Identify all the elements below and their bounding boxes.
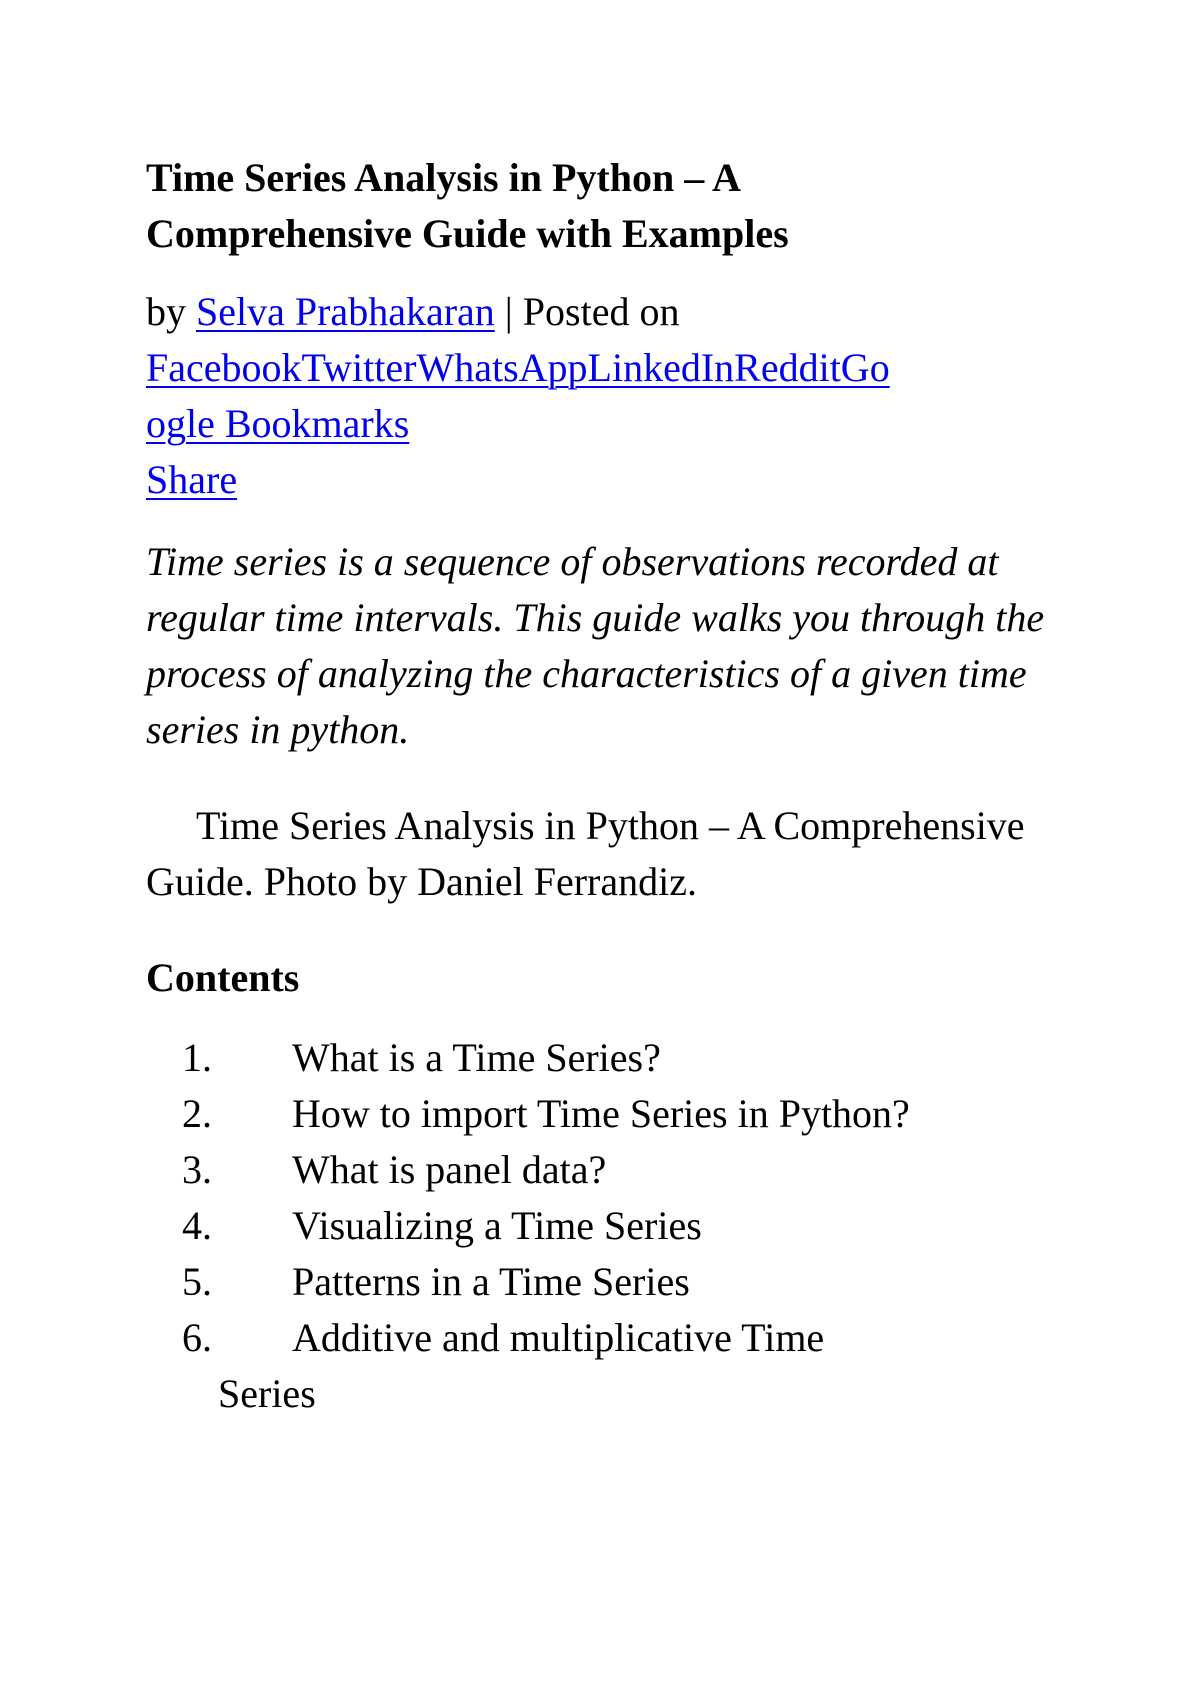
contents-heading: Contents — [146, 955, 300, 1000]
toc-item[interactable] — [146, 1310, 1092, 1422]
toc-item-number: 6. — [182, 1315, 212, 1360]
toc-item-text: What is panel data? — [292, 1147, 607, 1192]
share-link[interactable]: Share — [146, 457, 238, 502]
toc-item[interactable] — [146, 1198, 1092, 1254]
toc-item[interactable] — [146, 1030, 1092, 1086]
toc-item[interactable] — [146, 1142, 1092, 1198]
article-title-line-1: Time Series Analysis in Python – A — [146, 155, 741, 200]
byline-prefix: by — [146, 289, 196, 334]
toc-item-number: 2. — [182, 1091, 212, 1136]
share-links-line-1: FacebookTwitterWhatsAppLinkedInRedditGo — [146, 345, 890, 390]
author-link[interactable]: Selva Prabhakaran — [196, 289, 495, 334]
toc-item-number: 1. — [182, 1035, 212, 1080]
toc-item-text: What is a Time Series? — [292, 1035, 661, 1080]
byline-suffix: | Posted on — [494, 289, 680, 334]
toc-item-text-line-2: Series — [218, 1371, 316, 1416]
share-links[interactable] — [146, 340, 1066, 452]
article-title — [146, 150, 1066, 262]
share-block — [146, 340, 1080, 508]
share-links-line-2: ogle Bookmarks — [146, 401, 410, 446]
toc-item-number: 5. — [182, 1259, 212, 1304]
table-of-contents — [146, 1030, 1080, 1422]
toc-item-text: Visualizing a Time Series — [292, 1203, 702, 1248]
toc-item-text: How to import Time Series in Python? — [292, 1091, 910, 1136]
toc-item-number: 3. — [182, 1147, 212, 1192]
intro-paragraph: Time series is a sequence of observations recorded at regular time intervals. This guide walks you through the process of analyzing the characteristics of a given time series in python. — [146, 539, 1045, 752]
toc-item-text: Patterns in a Time Series — [292, 1259, 690, 1304]
photo-caption: Time Series Analysis in Python – A Comprehensive Guide. Photo by Daniel Ferrandiz. — [146, 803, 1025, 904]
toc-item[interactable] — [146, 1254, 1092, 1310]
toc-item[interactable] — [146, 1086, 1092, 1142]
byline — [146, 284, 1080, 508]
article-title-line-2: Comprehensive Guide with Examples — [146, 211, 789, 256]
toc-item-text-line-1: Additive and multiplicative Time — [292, 1315, 825, 1360]
toc-item-number: 4. — [182, 1203, 212, 1248]
